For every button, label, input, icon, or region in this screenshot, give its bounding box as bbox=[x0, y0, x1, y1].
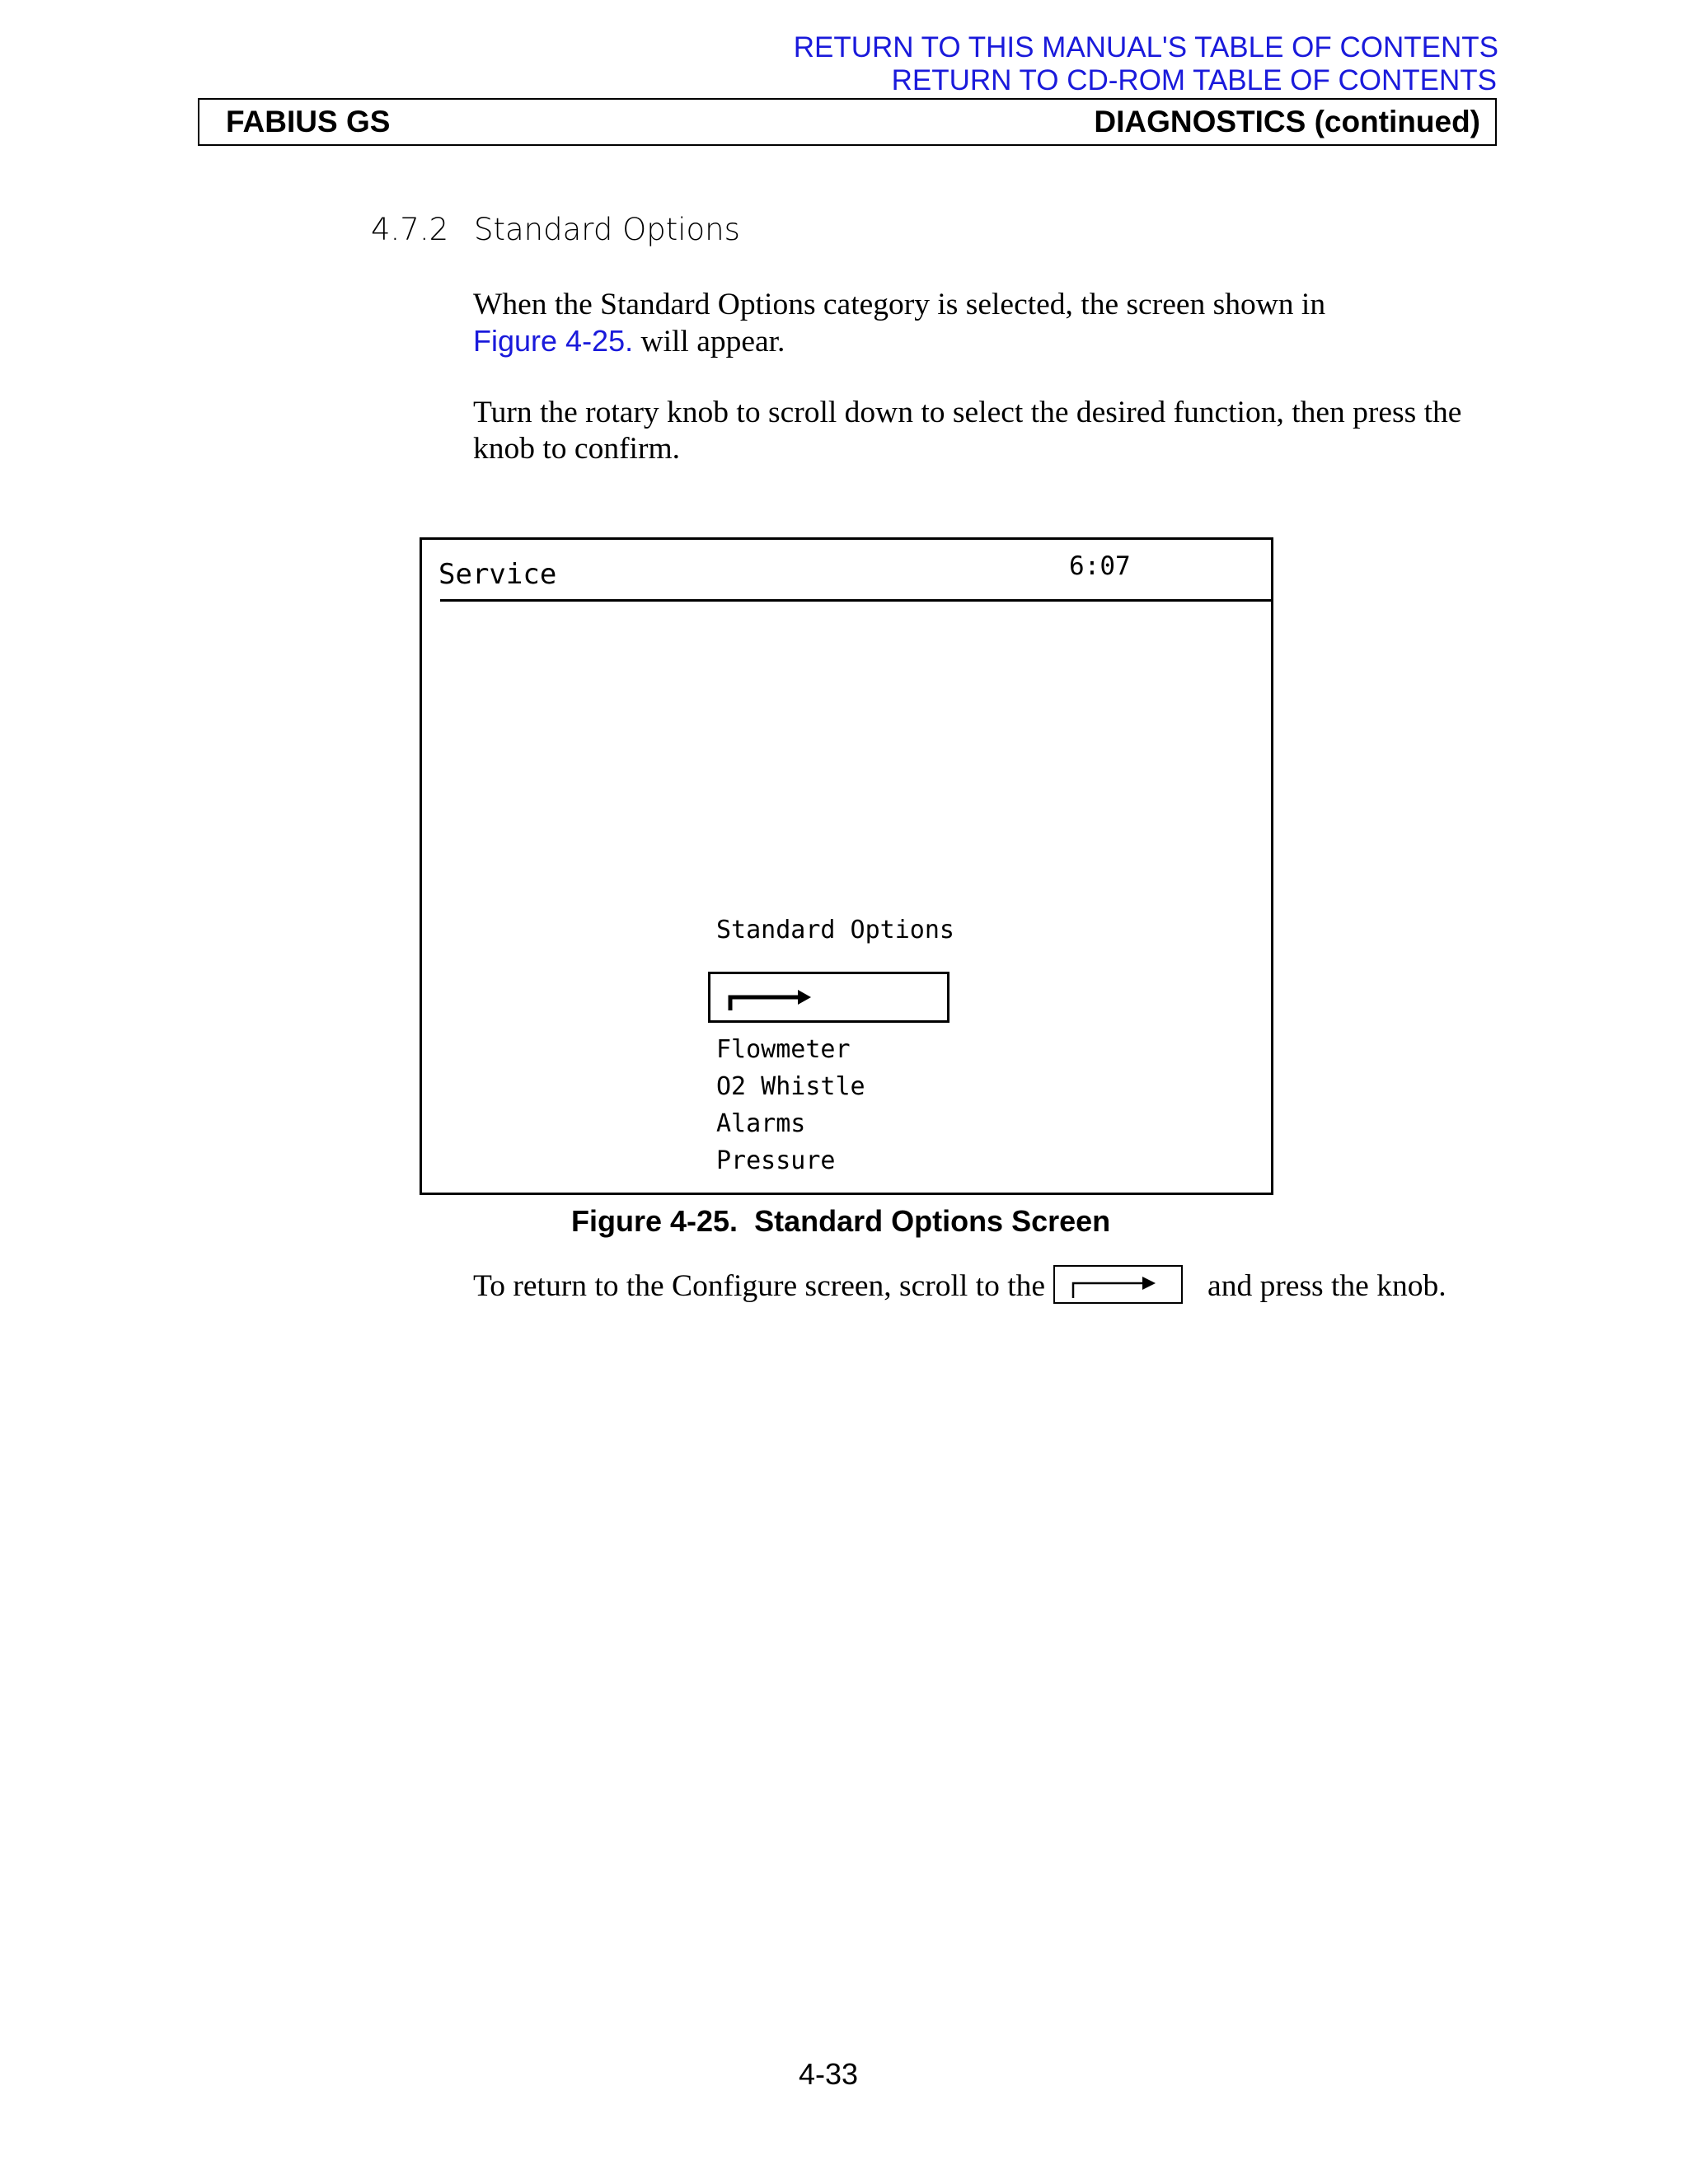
paragraph-instructions: Turn the rotary knob to scroll down to select the desired function, then press the knob to confirm. bbox=[473, 396, 1462, 466]
header-chapter-title: DIAGNOSTICS (continued) bbox=[1094, 105, 1480, 138]
menu-item-o2-whistle[interactable]: O2 Whistle bbox=[716, 1072, 865, 1101]
paragraph-intro-tail: will appear. bbox=[633, 325, 785, 359]
paragraph-intro-text: When the Standard Options category is selected, the screen shown in bbox=[473, 288, 1326, 321]
screen-clock: 6:07 bbox=[1069, 551, 1131, 581]
figure-caption: Figure 4-25. Standard Options Screen bbox=[571, 1204, 1111, 1238]
screen-title: Service bbox=[438, 558, 557, 591]
return-menu-item[interactable] bbox=[708, 972, 950, 1023]
menu-item-pressure[interactable]: Pressure bbox=[716, 1146, 836, 1175]
paragraph-return bbox=[473, 1265, 1503, 1305]
section-number: 4.7.2 bbox=[371, 212, 449, 247]
section-title: Standard Options bbox=[474, 212, 740, 247]
toc-manual-link[interactable]: RETURN TO THIS MANUAL'S TABLE OF CONTENTS bbox=[793, 31, 1498, 63]
device-screen bbox=[420, 537, 1273, 1195]
inline-return-arrow-icon bbox=[1053, 1265, 1183, 1304]
section-heading bbox=[371, 212, 740, 247]
category-label: Standard Options bbox=[716, 916, 954, 944]
menu-item-alarms[interactable]: Alarms bbox=[716, 1109, 806, 1138]
menu-item-flowmeter[interactable]: Flowmeter bbox=[716, 1035, 851, 1064]
screen-title-divider bbox=[440, 599, 1273, 602]
return-arrow-icon bbox=[725, 982, 816, 1014]
paragraph-return-text: To return to the Configure screen, scroll to the bbox=[473, 1269, 1046, 1303]
header-product-name: FABIUS GS bbox=[226, 105, 391, 138]
paragraph-return-tail: and press the knob. bbox=[1207, 1269, 1447, 1303]
page-header bbox=[198, 98, 1497, 146]
toc-cdrom-link[interactable]: RETURN TO CD-ROM TABLE OF CONTENTS bbox=[891, 64, 1497, 96]
page-number: 4-33 bbox=[798, 2057, 859, 2091]
paragraph-intro bbox=[473, 287, 1503, 360]
figure-reference-link[interactable]: Figure 4-25. bbox=[473, 324, 634, 358]
